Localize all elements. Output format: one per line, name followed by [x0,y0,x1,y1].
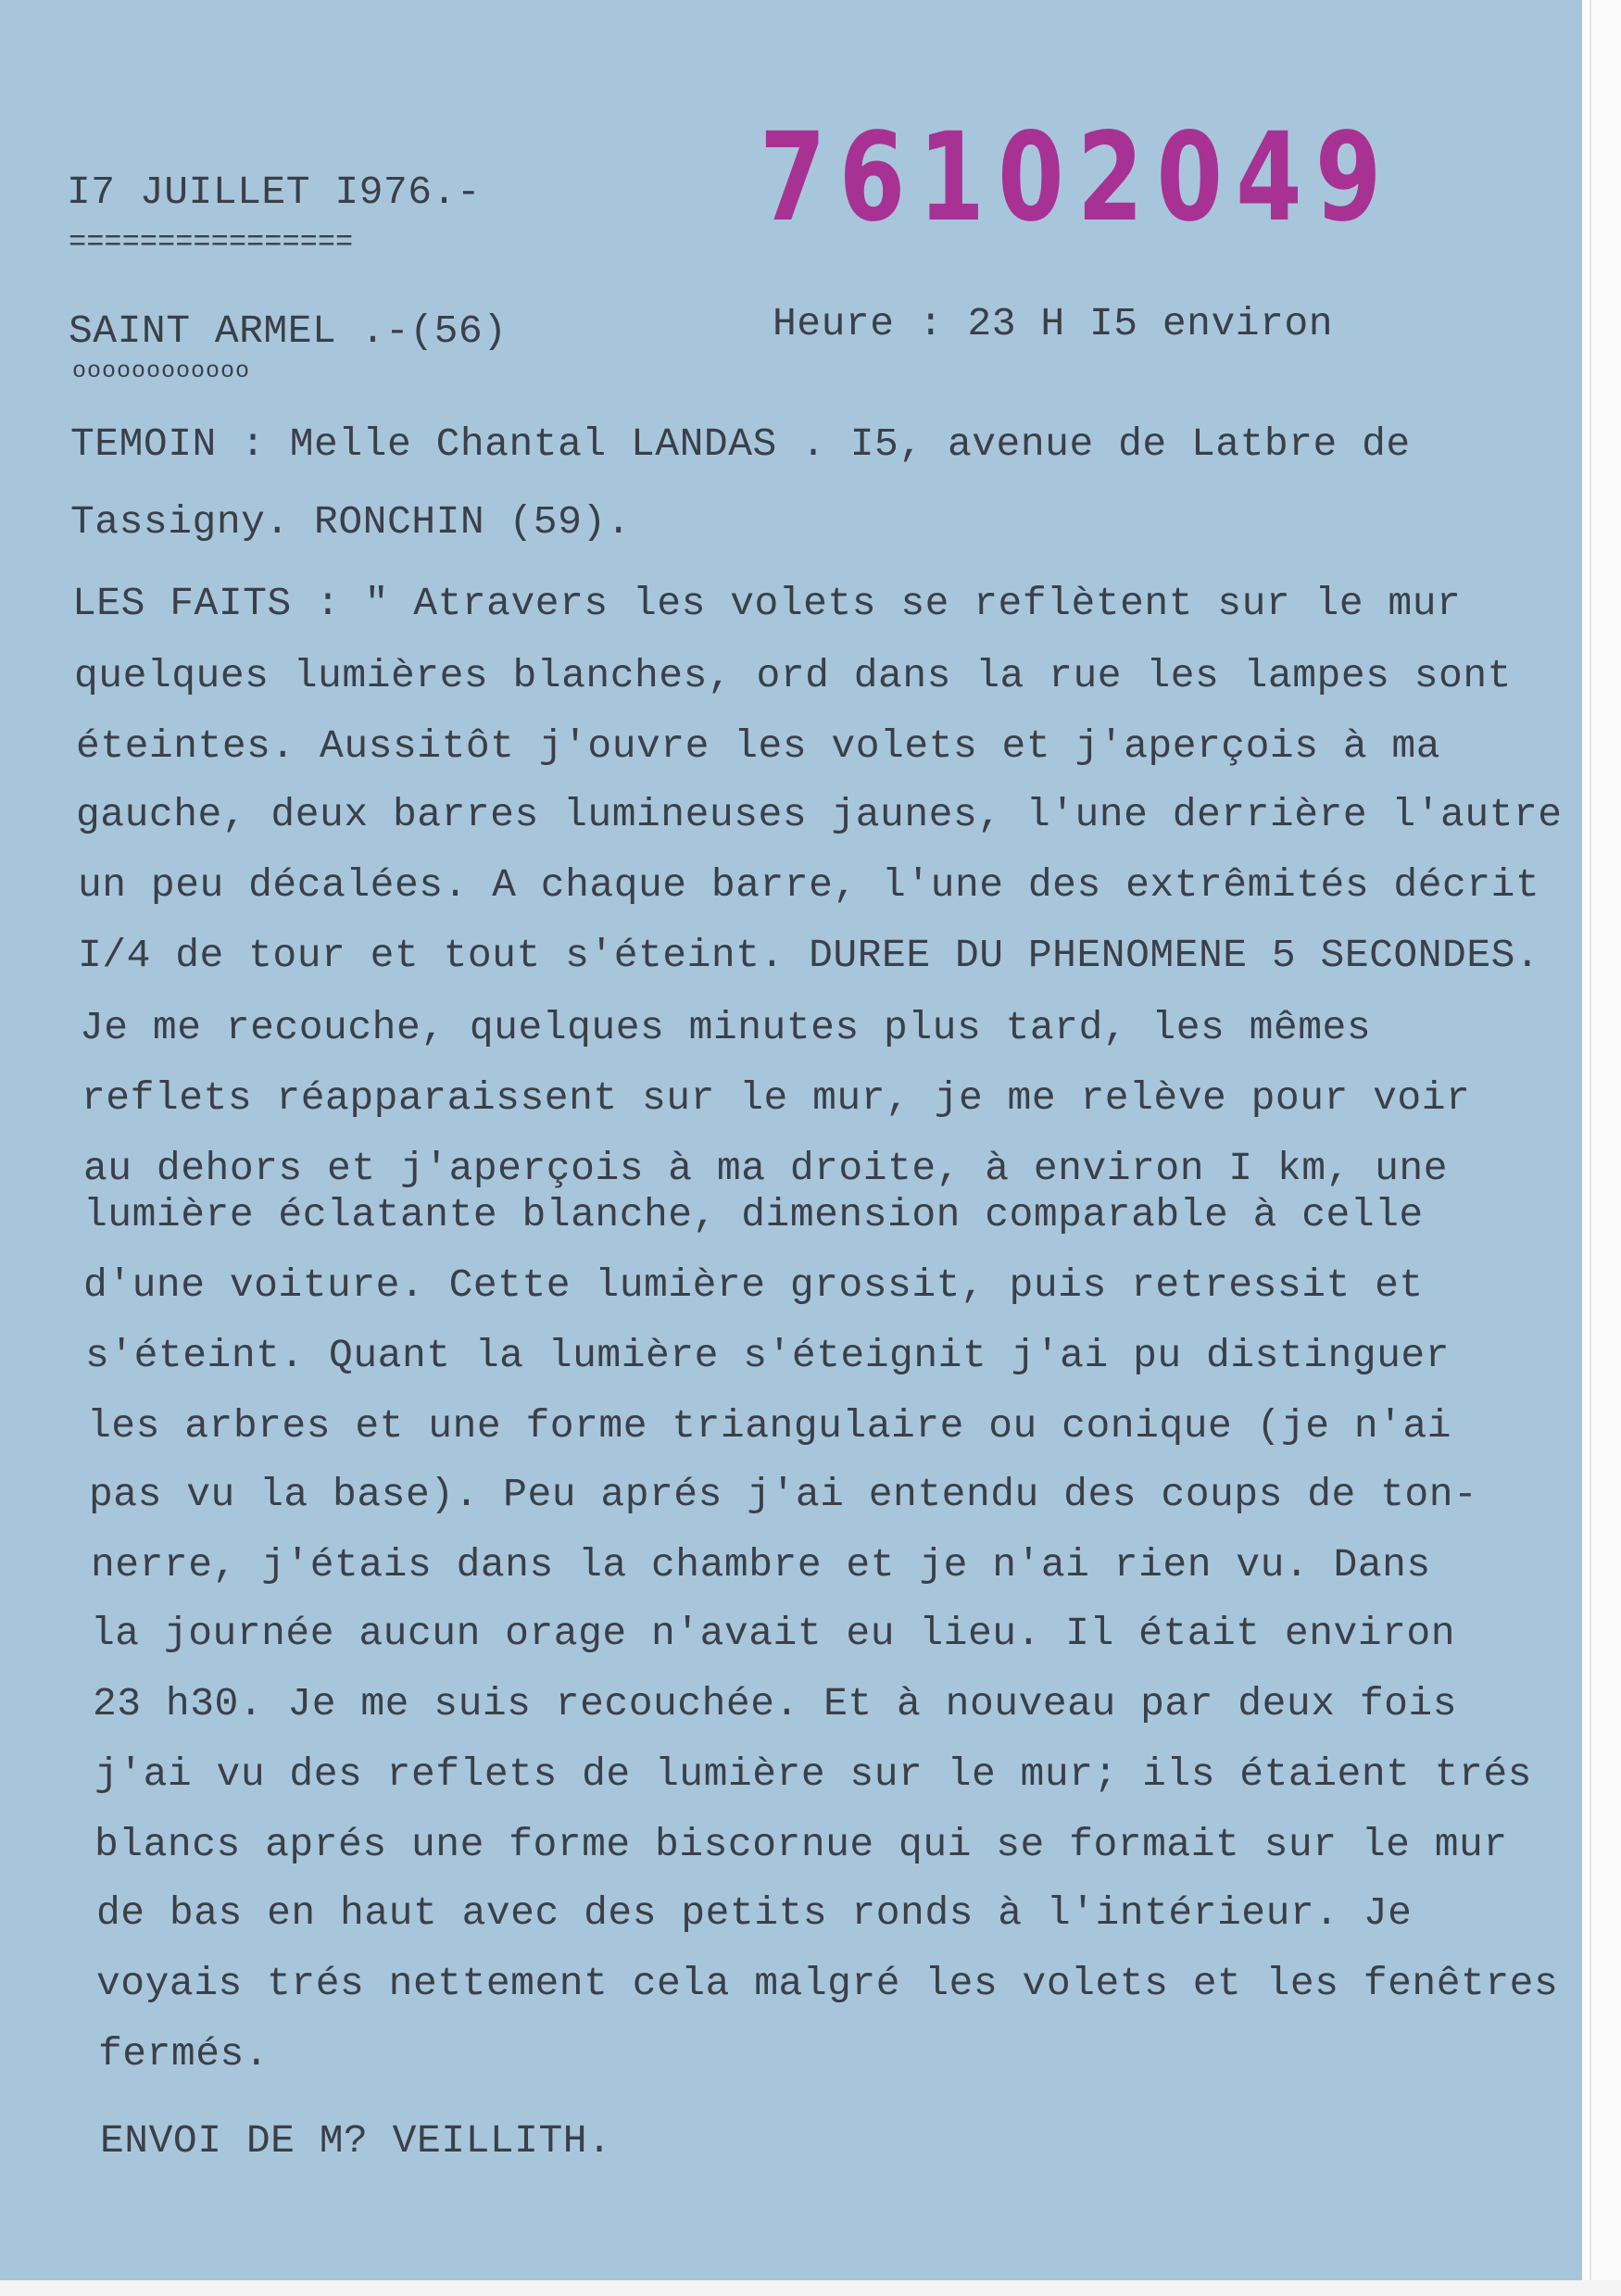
facts-line: pas vu la base). Peu aprés j'ai entendu des coups de ton- [89,1472,1478,1517]
facts-line: éteintes. Aussitôt j'ouvre les volets et j'aperçois à ma [76,723,1441,769]
facts-line: LES FAITS : " Atravers les volets se reflètent sur le mur [72,581,1462,626]
facts-line: Je me recouche, quelques minutes plus tard, les mêmes [80,1005,1372,1050]
facts-line: j'ai vu des reflets de lumière sur le mur; ils étaient trés [94,1751,1532,1797]
facts-line: d'une voiture. Cette lumière grossit, puis retressit et [83,1262,1424,1308]
scan-edge-line [1590,0,1591,2296]
facts-line: nerre, j'étais dans la chambre et je n'ai rien vu. Dans [91,1542,1431,1587]
facts-line: les arbres et une forme triangulaire ou conique (je n'ai [87,1403,1452,1449]
facts-line: s'éteint. Quant la lumière s'éteignit j'ai pu distinguer [85,1333,1451,1378]
facts-line: un peu décalées. A chaque barre, l'une des extrêmités décrit [78,862,1540,908]
facts-line: la journée aucun orage n'avait eu lieu. Il était environ [91,1611,1456,1656]
facts-line: voyais trés nettement cela malgré les volets et les fenêtres [96,1961,1559,2006]
witness-line-1: TEMOIN : Melle Chantal LANDAS . I5, avenue de Latbre de [70,421,1411,467]
location-underline: oooooooooooo [72,358,251,384]
facts-line: gauche, deux barres lumineuses jaunes, l'une derrière l'autre [76,792,1563,837]
facts-line: blancs aprés une forme biscornue qui se formait sur le mur [94,1822,1508,1867]
sighting-time: Heure : 23 H I5 environ [773,301,1333,346]
facts-line: lumière éclatante blanche, dimension comparable à celle [83,1192,1424,1237]
facts-line: au dehors et j'aperçois à ma droite, à environ I km, une [83,1146,1449,1191]
facts-line: quelques lumières blanches, ord dans la rue les lampes sont [74,653,1512,698]
facts-line: reflets réapparaissent sur le mur, je me relève pour voir [82,1075,1471,1121]
date-underline: ================ [69,225,354,259]
sender-line: ENVOI DE M? VEILLITH. [100,2118,612,2164]
scan-margin-bottom [0,2280,1621,2296]
reference-number-stamp: 76102049 [760,107,1395,249]
facts-line: de bas en haut avec des petits ronds à l'intérieur. Je [96,1890,1413,1936]
witness-line-2: Tassigny. RONCHIN (59). [70,499,631,545]
facts-line: 23 h30. Je me suis recouchée. Et à nouveau par deux fois [93,1681,1458,1726]
facts-line: fermés. [98,2031,270,2076]
report-date: I7 JUILLET I976.- [67,169,482,215]
facts-line: I/4 de tour et tout s'éteint. DUREE DU PHENOMENE 5 SECONDES. [78,933,1540,978]
location-heading: SAINT ARMEL .-(56) [69,308,508,354]
scan-margin-right [1582,0,1621,2296]
